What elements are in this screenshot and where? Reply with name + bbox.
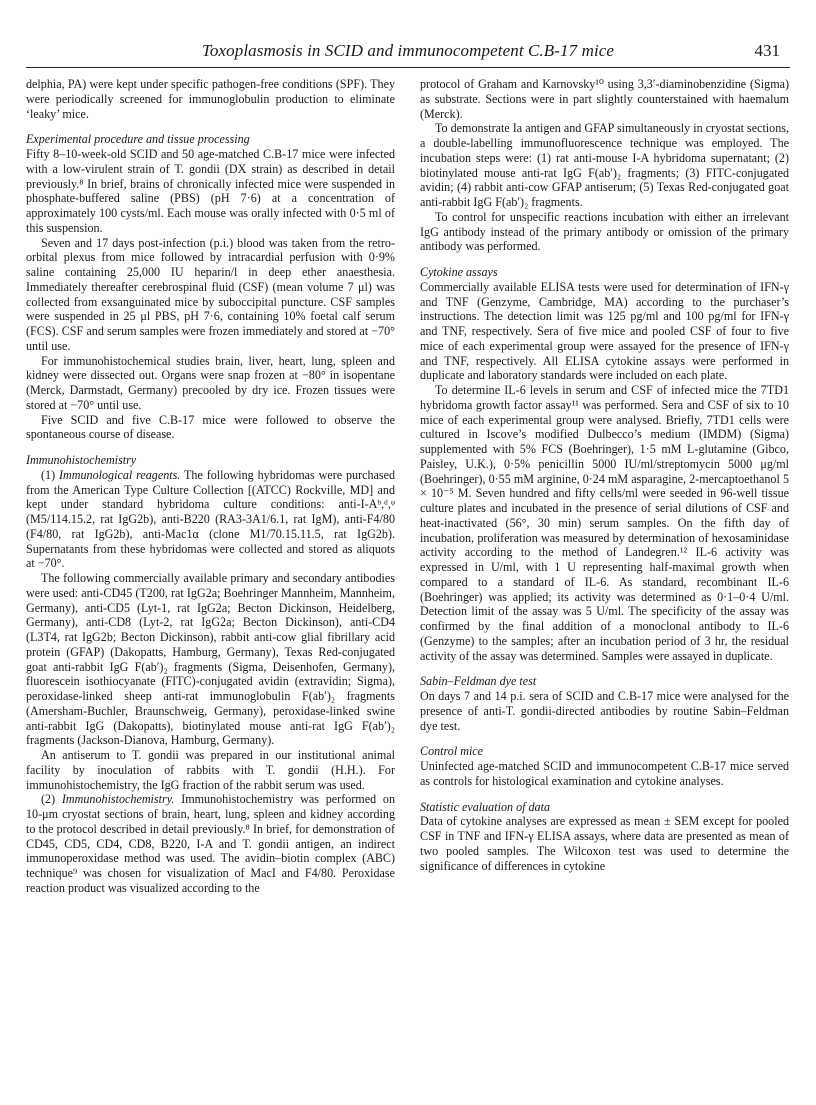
right-column — [420, 77, 789, 873]
heading-sabin-feldman: Sabin–Feldman dye test — [420, 674, 537, 689]
paragraph-course: Five SCID and five C.B-17 mice were followed to observe the spontaneous course of disease. — [26, 412, 395, 442]
paragraph-reagents — [26, 468, 395, 571]
ih-title: Immunohistochemistry. — [61, 792, 175, 807]
reagents-title: Immunological reagents. — [59, 467, 181, 482]
ih-text: Immunohistochemistry was performed on 10-μm cryostat sections of brain, heart, lung, spleen and kidney according to the protocol described in detail previously.⁸ In brief, for demonstration of CD45, CD5, CD4, CD8, B220, I-A and T. gondii antigen, an indirect immunoperoxidase method was used. The avidin–biotin complex (ABC) technique⁹ was chosen for visualization of MacI and F4/80. Peroxidase reaction product was visualized according to the — [26, 792, 395, 895]
paragraph-sampling: Seven and 17 days post-infection (p.i.) blood was taken from the retro-orbital plexus from mice followed by intracardial perfusion with 0·9% saline containing 25,000 IU heparin/l in deep ether anaesthesia. Immediately thereafter cerebrospinal fluid (CSF) (mean volume 7 μl) was collected from exsanguinated mice by suboccipital puncture. CSF samples were suspended in 25 μl PBS, pH 7·6, containing 10% foetal calf serum (FCS). CSF and serum samples were frozen immediately and stored at −70° until use. — [26, 235, 395, 353]
left-column — [26, 77, 395, 896]
heading-immunohistochemistry: Immunohistochemistry — [26, 453, 137, 467]
paragraph-immunohistochemistry — [26, 792, 395, 895]
header-rule — [26, 67, 790, 68]
paragraph-antibodies: The following commercially available primary and secondary antibodies were used: anti-CD45 (T200, rat IgG2a; Boehringer Mannheim, Mannheim, Germany), anti-CD5 (Lyt-1, rat IgG2a; Becton Dickinson, Heidelberg, Germany), anti-CD8 (Lyt-2, rat IgG2a; Becton Dickinson), anti-CD4 (L3T4, rat IgG2b; Becton Dickinson), rabbit anti-cow glial fibrillary acid protein (GFAP) (Dakopatts, Hamburg, Germany), Texas Red-conjugated goat anti-rabbit IgG F(ab′)₂ fragments (Sigma, Deisenhofen, Germany), fluorescein isothiocyanate (FITC)-conjugated avidin (extravidin; Sigma), peroxidase-linked sheep anti-rat immunoglobulin F(ab′)₂ fragments (Amersham-Buchler, Braunschweig, Germany), peroxidase-linked swine anti-rabbit IgG (Dakopatts), biotinylated mouse anti-rat IgG F(ab′)₂ fragments (Jackson-Dianova, Hamburg, Germany). — [26, 571, 395, 748]
paragraph-double-labelling: To demonstrate Ia antigen and GFAP simultaneously in cryostat sections, a double-labelling immunofluorescence technique was employed. The incubation steps were: (1) rat anti-mouse I-A hybridoma supernatant; (2) biotinylated mouse anti-rat IgG F(ab′)₂ fragments; (3) FITC-conjugated avidin; (4) rabbit anti-cow GFAP antiserum; (5) Texas Red-conjugated goat anti-rabbit IgG F(ab′)₂ fragments. — [420, 121, 789, 209]
paragraph-elisa: Commercially available ELISA tests were used for determination of IFN-γ and TNF (Genzyme, Cambridge, MA) according to the purchaser’s instructions. The detection limit was 125 pg/ml and 100 pg/ml for IFN-γ and TNF, respectively. Sera of five mice and pooled CSF of four to five mice of each experimental group were assayed for the presence of IFN-γ and TNF, respectively. All ELISA cytokine assays were performed in duplicate and laboratory standards were included on each plate. — [420, 279, 789, 383]
paragraph-organs: For immunohistochemical studies brain, liver, heart, lung, spleen and kidney were dissected out. Organs were snap frozen at −80° in isopentane (Merck, Darmstadt, Germany) precooled by dry ice. Frozen tissues were stored at −70° until use. — [26, 353, 395, 412]
paragraph-antiserum: An antiserum to T. gondii was prepared in our institutional animal facility by inoculation of rabbits with T. gondii (H.H.). For immunohistochemistry, the IgG fraction of the rabbit serum was used. — [26, 748, 395, 792]
heading-experimental-procedure: Experimental procedure and tissue processing — [26, 132, 250, 147]
heading-cytokine-assays: Cytokine assays — [420, 265, 498, 279]
paragraph-control-mice: Uninfected age-matched SCID and immunocompetent C.B-17 mice served as controls for histological examination and cytokine analyses. — [420, 759, 789, 788]
heading-control-mice: Control mice — [420, 744, 484, 759]
reagents-number: (1) — [41, 467, 59, 482]
reagents-text: The following hybridomas were purchased from the American Type Culture Collection [(ATCC) Rockville, MD] and kept under standard hybridoma culture conditions: anti-I-Aᵇ,ᵈ,ᵠ (M5/114.15.2, rat IgG2b), anti-B220 (RA3-3A1/6.1, rat IgM), anti-F4/80 (F4/80, rat IgG2b), anti-Mac1α (clone M1/70.15.11.5, rat IgG2b). Supernatants from these hybridomas were collected and stored as aliquots at −70°. — [26, 467, 396, 571]
page-header — [0, 0, 816, 64]
paragraph-il6: To determine IL-6 levels in serum and CSF of infected mice the 7TD1 hybridoma growth factor assay¹¹ was performed. Sera and CSF of six to 10 mice of each experimental group were analysed. Briefly, 7TD1 cells were cultured in Iscove’s modified Dulbecco’s medium (IMDM) (Sigma) supplemented with 5% FCS (Boehringer), 1·5 mM L-glutamine (Gibco, Paisley, U.K.), 0·5% penicillin 5000 IU/ml/streptomycin 5000 μg/ml (Boehringer), 0·55 mM arginine, 0·24 mM asparagine, 2-mercaptoethanol 5 × 10⁻⁵ M. Seven hundred and fifty cells/ml were seeded in 96-well tissue culture plates and incubated in the presence of serial dilutions of CSF and heat-inactivated (56°, 30 min) serum samples. On the fifth day of incubation, proliferation was measured by determination of hexosaminidase activity according to the method of Landegren.¹² IL-6 activity was expressed in U/ml, with 1 U representing half-maximal growth when compared to a standard of IL-6. As standard, recombinant IL-6 (Boehringer) was applied; its activity was determined as 0·1–0·4 U/ml. Detection limit of the assay was 5 U/ml. The specificity of the assay was confirmed by the final addition of a monoclonal antibody to IL-6 (Genzyme) to the samples; after an incubation period of 3 hr, the residual activity of the assay was determined. Samples were assayed in duplicate. — [420, 383, 789, 663]
heading-statistics: Statistic evaluation of data — [420, 799, 550, 814]
running-head: Toxoplasmosis in SCID and immunocompetent C.B-17 mice — [201, 41, 615, 60]
paragraph-statistics: Data of cytokine analyses are expressed as mean ± SEM except for pooled CSF in TNF and IFN-γ ELISA assays, where data are presented as mean of two pooled samples. The Wilcoxon test was used to determine the significance of differences in cytokine — [420, 814, 789, 873]
paragraph-sabin-feldman: On days 7 and 14 p.i. sera of SCID and C.B-17 mice were analysed for the presence of anti-T. gondii-directed antibodies by routine Sabin–Feldman dye test. — [420, 689, 789, 733]
paragraph-spf: delphia, PA) were kept under specific pathogen-free conditions (SPF). They were periodically screened for immunoglobulin production to eliminate ‘leaky’ mice. — [26, 77, 395, 121]
paragraph-infection: Fifty 8–10-week-old SCID and 50 age-matched C.B-17 mice were infected with a low-virulent strain of T. gondii (DX strain) as described in detail previously.⁸ In brief, brains of chronically infected mice were suspended in phosphate-buffered saline (PBS) (pH 7·6) at a concentration of approximately 100 cysts/ml. Each mouse was orally infected with 0·5 ml of this suspension. — [26, 147, 395, 235]
page-number: 431 — [754, 41, 780, 60]
paragraph-protocol: protocol of Graham and Karnovsky¹⁰ using 3,3′-diaminobenzidine (Sigma) as substrate. Sections were in part slightly counterstained with haemalum (Merck). — [420, 77, 789, 121]
paragraph-controls: To control for unspecific reactions incubation with either an irrelevant IgG antibody instead of the primary antibody or omission of the primary antibody was performed. — [420, 209, 789, 254]
ih-number: (2) — [41, 792, 62, 807]
